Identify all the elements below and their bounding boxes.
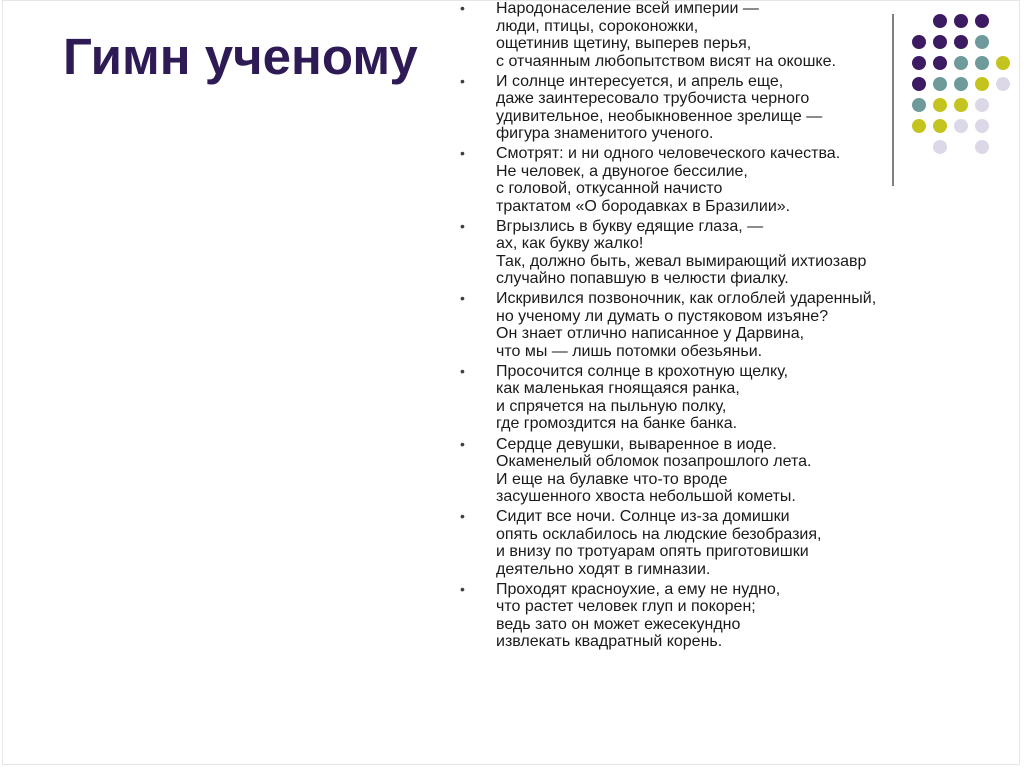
poem-line: с отчаянным любопытством висят на окошке.	[496, 52, 836, 70]
slide-title: Гимн ученому	[63, 28, 418, 85]
decor-dot	[954, 14, 968, 28]
poem-line: Народонаселение всей империи —	[496, 0, 759, 17]
decor-dot	[996, 77, 1010, 91]
decor-dot	[954, 98, 968, 112]
decor-dot	[933, 140, 947, 154]
poem-line: но ученому ли думать о пустяковом изъяне?	[496, 307, 829, 325]
poem-line: Так, должно быть, жевал вымирающий ихтиозавр	[496, 252, 867, 270]
poem-stanza	[460, 0, 876, 70]
poem-line: и спрячется на пыльную полку,	[496, 397, 727, 415]
poem-line: Сердце девушки, вываренное в иоде.	[496, 435, 777, 453]
poem-line: Проходят красноухие, а ему не нудно,	[496, 580, 781, 598]
poem-line: Он знает отлично написанное у Дарвина,	[496, 325, 805, 343]
poem-line: трактатом «О бородавках в Бразилии».	[496, 197, 791, 215]
poem-stanza	[460, 508, 876, 578]
bullet-icon: •	[460, 435, 465, 452]
bullet-icon: •	[460, 580, 465, 597]
decor-dot	[933, 119, 947, 133]
decor-dot	[975, 98, 989, 112]
poem-line: ведь зато он может ежесекундно	[496, 615, 741, 633]
poem-line: люди, птицы, сороконожки,	[496, 17, 699, 35]
decor-dot	[912, 119, 926, 133]
decor-dot	[975, 140, 989, 154]
poem-line: даже заинтересовало трубочиста черного	[496, 90, 810, 108]
poem-line: Вгрызлись в букву едящие глаза, —	[496, 217, 764, 235]
decor-dot	[954, 77, 968, 91]
poem-line: И солнце интересуется, и апрель еще,	[496, 72, 784, 90]
bullet-icon: •	[460, 217, 465, 234]
bullet-icon: •	[460, 290, 465, 307]
poem-line: И еще на булавке что-то вроде	[496, 470, 728, 488]
bullet-icon: •	[460, 145, 465, 162]
decor-dot	[954, 35, 968, 49]
poem-line: Сидит все ночи. Солнце из-за домишки	[496, 508, 790, 526]
decor-dot	[975, 119, 989, 133]
decor-dot	[975, 14, 989, 28]
decor-dot	[933, 56, 947, 70]
poem-stanza	[460, 363, 876, 433]
poem-line: где громоздится на банке банка.	[496, 415, 738, 433]
decor-dot	[933, 98, 947, 112]
vertical-divider	[892, 14, 894, 186]
poem-line: фигура знаменитого ученого.	[496, 125, 714, 143]
poem-line: извлекать квадратный корень.	[496, 633, 723, 651]
poem-stanza	[460, 73, 876, 143]
decor-dot	[912, 77, 926, 91]
poem-line: ах, как букву жалко!	[496, 235, 644, 253]
poem-line: что растет человек глуп и покорен;	[496, 598, 756, 616]
decor-dot	[975, 56, 989, 70]
poem-line: случайно попавшую в челюсти фиалку.	[496, 270, 789, 288]
poem-line: опять осклабилось на людские безобразия,	[496, 525, 822, 543]
poem-line: с головой, откусанной начисто	[496, 180, 723, 198]
decor-dot	[996, 56, 1010, 70]
bullet-icon: •	[460, 508, 465, 525]
decor-dot	[975, 77, 989, 91]
poem-line: Искривился позвоночник, как оглоблей ударенный,	[496, 290, 877, 308]
bullet-icon: •	[460, 362, 465, 379]
decorative-dot-grid	[912, 14, 1012, 174]
poem-line: Смотрят: и ни одного человеческого качества.	[496, 145, 841, 163]
decor-dot	[912, 56, 926, 70]
poem-line: деятельно ходят в гимназии.	[496, 560, 711, 578]
poem-line: засушенного хвоста небольшой кометы.	[496, 488, 796, 506]
decor-dot	[933, 35, 947, 49]
decor-dot	[933, 14, 947, 28]
decor-dot	[954, 119, 968, 133]
decor-dot	[912, 35, 926, 49]
poem-line: Окаменелый обломок позапрошлого лета.	[496, 453, 812, 471]
decor-dot	[954, 56, 968, 70]
poem-stanza	[460, 145, 876, 215]
poem-list	[460, 0, 876, 653]
poem-stanza	[460, 290, 876, 360]
bullet-icon: •	[460, 0, 465, 16]
poem-line: что мы — лишь потомки обезьяньи.	[496, 342, 763, 360]
poem-line: и внизу по тротуарам опять приготовишки	[496, 543, 809, 561]
decor-dot	[975, 35, 989, 49]
poem-stanza	[460, 581, 876, 651]
poem-line: Просочится солнце в крохотную щелку,	[496, 362, 789, 380]
poem-line: Не человек, а двуногое бессилие,	[496, 162, 748, 180]
bullet-icon: •	[460, 72, 465, 89]
poem-line: удивительное, необыкновенное зрелище —	[496, 107, 823, 125]
poem-stanza	[460, 218, 876, 288]
poem-stanza	[460, 436, 876, 506]
poem-line: как маленькая гноящаяся ранка,	[496, 380, 740, 398]
decor-dot	[933, 77, 947, 91]
decor-dot	[912, 98, 926, 112]
poem-line: ощетинив щетину, выперев перья,	[496, 35, 752, 52]
